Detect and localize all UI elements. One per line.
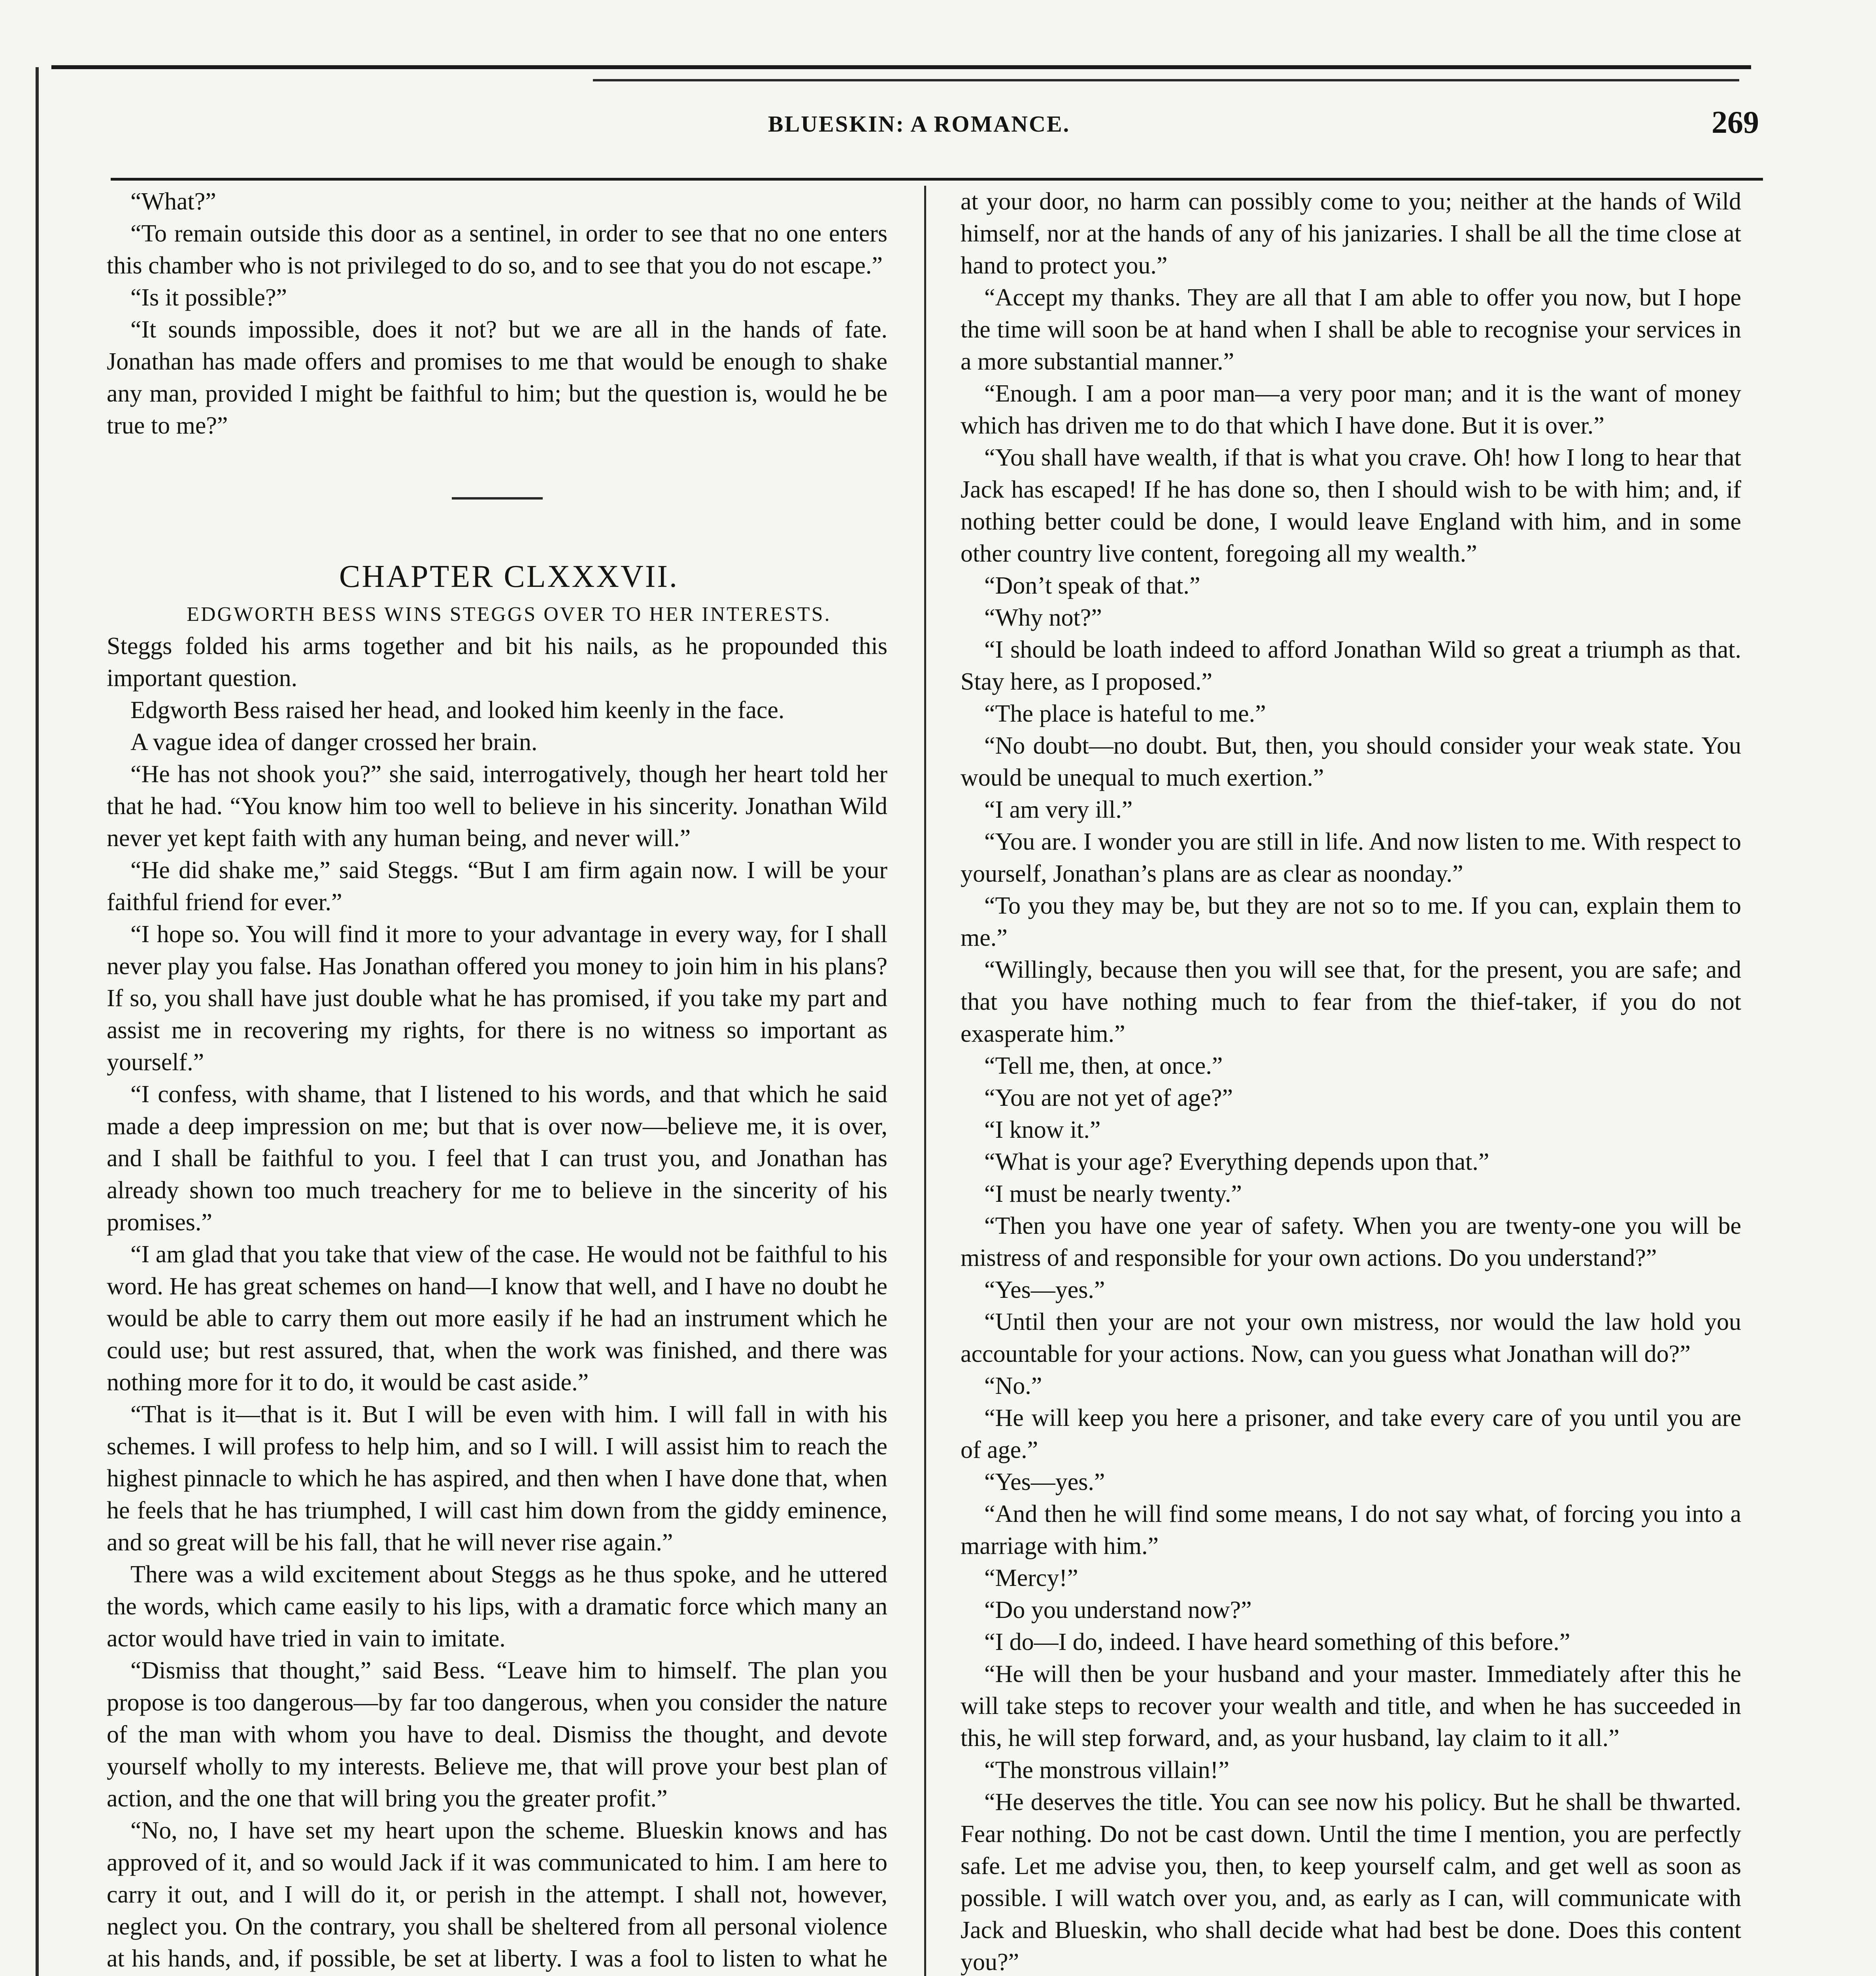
paragraph: “You are not yet of age?” xyxy=(984,1084,1233,1111)
paragraph: “What?” xyxy=(130,188,216,215)
left-paragraphs-after xyxy=(107,630,887,1976)
paragraph: “Until then your are not your own mistress, nor would the law hold you accountable for your actions. Now, can you guess what Jonathan will do?” xyxy=(961,1309,1741,1367)
running-header xyxy=(79,105,1759,150)
paragraph: “I am very ill.” xyxy=(984,796,1133,823)
paragraph: Edgworth Bess raised her head, and looked him keenly in the face. xyxy=(130,697,785,724)
paragraph: A vague idea of danger crossed her brain. xyxy=(130,729,538,756)
paragraph: “To you they may be, but they are not so to me. If you can, explain them to me.” xyxy=(961,892,1741,951)
paragraph: There was a wild excitement about Steggs as he thus spoke, and he uttered the words, which came easily to his lips, with a dramatic force which many an actor would have tried in vain to imitate. xyxy=(107,1561,887,1652)
paragraph: “I hope so. You will find it more to your advantage in every way, for I shall never play you false. Has Jonathan offered you money to join him in his plans? If so, you shall have just double what he has promised, if you take my part and assist me in recovering my rights, for there is no witness so important as yourself.” xyxy=(107,921,887,1076)
paragraph: “No doubt—no doubt. But, then, you should consider your weak state. You would be unequal to much exertion.” xyxy=(961,732,1741,791)
running-title: BLUESKIN: A ROMANCE. xyxy=(768,111,1070,137)
paragraph: “He will then be your husband and your master. Immediately after this he will take steps to recover your wealth and title, and when he has succeeded in this, he will step forward, and, as your husband, lay claim to it all.” xyxy=(961,1661,1741,1752)
paragraph: “Dismiss that thought,” said Bess. “Leave him to himself. The plan you propose is too dangerous—by far too dangerous, when you consider the nature of the man with whom you have to deal. Dismiss the thought, and devote yourself wholly to my interests. Believe me, that will prove your best plan of action, and the one that will bring you the greater profit.” xyxy=(107,1657,887,1812)
section-divider xyxy=(452,497,543,500)
top-border-rule xyxy=(51,65,1751,69)
chapter-title: CHAPTER CLXXXVII. xyxy=(339,559,679,594)
paragraph: “He did shake me,” said Steggs. “But I am firm again now. I will be your faithful friend for ever.” xyxy=(107,857,887,916)
paragraph: “I should be loath indeed to afford Jonathan Wild so great a triumph as that. Stay here, as I proposed.” xyxy=(961,636,1741,695)
page-number: 269 xyxy=(1712,105,1759,140)
paragraph: “I do—I do, indeed. I have heard something of this before.” xyxy=(984,1629,1570,1655)
paragraph: “He has not shook you?” she said, interrogatively, though her heart told her that he had. “You know him too well to believe in his sincerity. Jonathan Wild never yet kept faith with any human being, and never will.” xyxy=(107,761,887,852)
paragraph: “No, no, I have set my heart upon the scheme. Blueskin knows and has approved of it, and so would Jack if it was communicated to him. I am here to carry it out, and I will do it, or perish in the attempt. I shall not, however, neglect you. On the contrary, you shall be sheltered from all personal violence at his hands, and, if possible, be set at liberty. I was a fool to listen to what he xyxy=(107,1817,887,1972)
paragraph: “Why not?” xyxy=(984,604,1102,631)
paragraph: “Mercy!” xyxy=(984,1565,1078,1591)
paragraph: “To remain outside this door as a sentinel, in order to see that no one enters this chamber who is not privileged to do so, and to see that you do not escape.” xyxy=(107,220,887,279)
chapter-subtitle: EDGWORTH BESS WINS STEGGS OVER TO HER INTERESTS. xyxy=(187,603,831,626)
paragraph: “He will keep you here a prisoner, and take every care of you until you are of age.” xyxy=(961,1405,1741,1463)
paragraph: “Yes—yes.” xyxy=(984,1469,1105,1495)
left-paragraphs-before xyxy=(107,186,887,442)
paragraph: “No.” xyxy=(984,1373,1042,1399)
paragraph: “Then you have one year of safety. When you are twenty-one you will be mistress of and responsible for your own actions. Do you understand?” xyxy=(961,1212,1741,1271)
paragraph: “The monstrous villain!” xyxy=(984,1757,1229,1784)
paragraph: “You are. I wonder you are still in life. And now listen to me. With respect to yourself, Jonathan’s plans are as clear as noonday.” xyxy=(961,828,1741,887)
paragraph: “Do you understand now?” xyxy=(984,1597,1252,1623)
paragraph: “I confess, with shame, that I listened to his words, and that which he said made a deep impression on me; but that is over now—believe me, it is over, and I shall be faithful to you. I feel that I can trust you, and Jonathan has already shown too much treachery for me to believe in the sincerity of his promises.” xyxy=(107,1081,887,1236)
column-divider xyxy=(924,186,926,1976)
paragraph: “Enough. I am a poor man—a very poor man; and it is the want of money which has driven me to do that which I have done. But it is over.” xyxy=(961,380,1741,439)
paragraph: “Willingly, because then you will see that, for the present, you are safe; and that you have nothing much to fear from the thief-taker, if you do not exasperate him.” xyxy=(961,956,1741,1047)
paragraph: “Yes—yes.” xyxy=(984,1276,1105,1303)
paragraph: “The place is hateful to me.” xyxy=(984,700,1266,727)
right-column xyxy=(961,186,1741,1976)
paragraph: “That is it—that is it. But I will be even with him. I will fall in with his schemes. I will profess to help him, and so I will. I will assist him to reach the highest pinnacle to which he has aspired, and then when I have done that, when he feels that he has triumphed, I will cast him down from the giddy eminence, and so great will be his fall, that he will never rise again.” xyxy=(107,1401,887,1556)
paragraph: “Don’t speak of that.” xyxy=(984,572,1200,599)
paragraph: “Accept my thanks. They are all that I am able to offer you now, but I hope the time will soon be at hand when I shall be able to recognise your services in a more substantial manner.” xyxy=(961,284,1741,375)
paragraph: “I must be nearly twenty.” xyxy=(984,1180,1242,1207)
paragraph: “What is your age? Everything depends upon that.” xyxy=(984,1148,1489,1175)
paragraph: “Tell me, then, at once.” xyxy=(984,1052,1223,1079)
header-rule xyxy=(111,178,1763,181)
paragraph: “You shall have wealth, if that is what you crave. Oh! how I long to hear that Jack has escaped! If he has done so, then I should wish to be with him; and, if nothing better could be done, I would leave England with him, and in some other country live content, foregoing all my wealth.” xyxy=(961,444,1741,567)
left-column xyxy=(107,186,887,1976)
paragraph: “He deserves the title. You can see now his policy. But he shall be thwarted. Fear nothing. Do not be cast down. Until the time I mention, you are perfectly safe. Let me advise you, then, to keep yourself calm, and get well as soon as possible. I will watch over you, and, as early as I can, will communicate with Jack and Blueskin, who shall decide what had best be done. Does this content you?” xyxy=(961,1789,1741,1976)
paragraph: “It sounds impossible, does it not? but we are all in the hands of fate. Jonathan has made offers and promises to me that would be enough to shake any man, provided I might be faithful to him; but the question is, would he be true to me?” xyxy=(107,316,887,439)
paragraph: “I know it.” xyxy=(984,1116,1101,1143)
paragraph: Steggs folded his arms together and bit his nails, as he propounded this important question. xyxy=(107,633,887,692)
paragraph: “And then he will find some means, I do not say what, of forcing you into a marriage with him.” xyxy=(961,1501,1741,1559)
margin-rule xyxy=(36,67,39,1976)
paragraph: “I am glad that you take that view of the case. He would not be faithful to his word. He has great schemes on hand—I know that well, and I have no doubt he would be able to carry them out more easily if he had an instrument which he could use; but rest assured, that, when the work was finished, and there was nothing more for it to do, it would be cast aside.” xyxy=(107,1241,887,1396)
top-border-rule-secondary xyxy=(593,79,1739,81)
paragraph: at your door, no harm can possibly come to you; neither at the hands of Wild himself, nor at the hands of any of his janizaries. I shall be all the time close at hand to protect you.” xyxy=(961,188,1741,279)
paragraph: “Is it possible?” xyxy=(130,284,287,311)
